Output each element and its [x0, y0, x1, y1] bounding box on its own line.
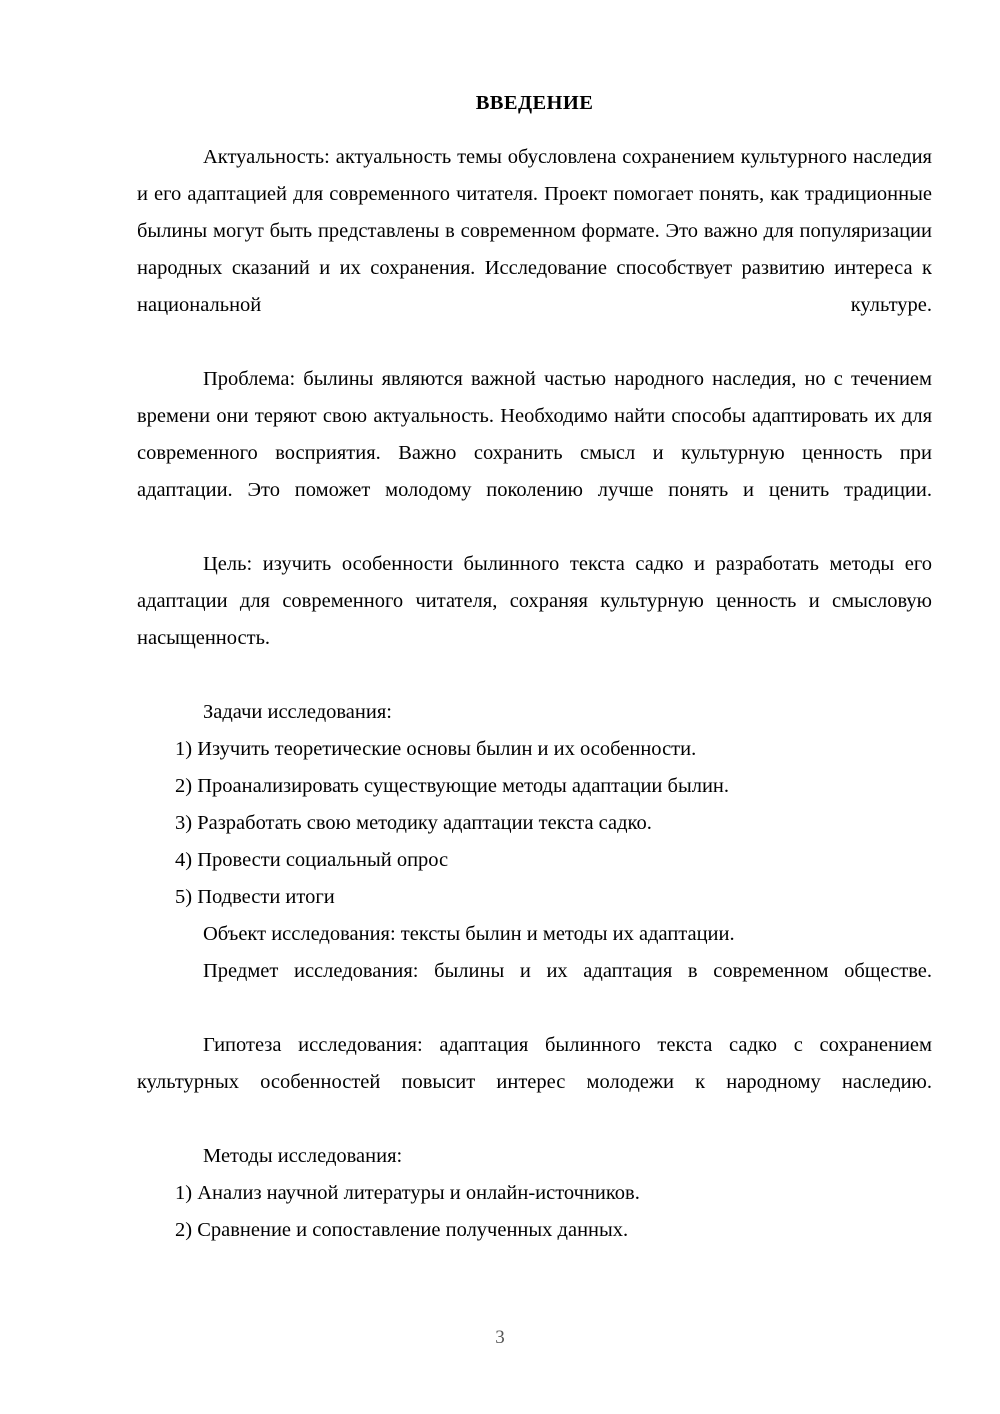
list-item: 3) Разработать свою методику адаптации текста садко. — [175, 811, 652, 834]
list-item: 1) Изучить теоретические основы былин и их особенности. — [175, 737, 697, 760]
paragraph-subject: Предмет исследования: былины и их адаптация в современном обществе. — [203, 959, 932, 982]
list-item: 4) Провести социальный опрос — [175, 848, 449, 871]
methods-list — [137, 1175, 932, 1249]
tasks-list — [137, 731, 932, 916]
paragraph-object: Объект исследования: тексты былин и методы их адаптации. — [203, 922, 735, 945]
list-item: 2) Проанализировать существующие методы адаптации былин. — [175, 774, 730, 797]
paragraph-goal: Цель: изучить особенности былинного текста садко и разработать методы его адаптации для современного читателя, сохраняя культурную ценность и смысловую насыщенность. — [137, 552, 932, 649]
tasks-heading: Задачи исследования: — [203, 700, 392, 723]
list-item: 2) Сравнение и сопоставление полученных данных. — [175, 1218, 629, 1241]
paragraph-problem: Проблема: былины являются важной частью народного наследия, но с течением времени они теряют свою актуальность. Необходимо найти способы адаптировать их для современного восприятия. Важно сохранить смысл и культурную ценность при адаптации. Это поможет молодому поколению лучше понять и ценить традиции. — [137, 367, 932, 501]
list-item: 5) Подвести итоги — [175, 885, 335, 908]
page-title: ВВЕДЕНИЕ — [475, 92, 594, 114]
document-body — [137, 88, 932, 1249]
paragraph-relevance: Актуальность: актуальность темы обусловлена сохранением культурного наследия и его адаптацией для современного читателя. Проект помогает понять, как традиционные былины могут быть представлены в современном формате. Это важно для популяризации народных сказаний и их сохранения. Исследование способствует развитию интереса к национальной культуре. — [137, 145, 932, 316]
list-item: 1) Анализ научной литературы и онлайн-источников. — [175, 1181, 640, 1204]
methods-heading: Методы исследования: — [203, 1144, 403, 1167]
paragraph-hypothesis: Гипотеза исследования: адаптация былинного текста садко с сохранением культурных особенностей повысит интерес молодежи к народному наследию. — [137, 1033, 932, 1093]
page-number: 3 — [495, 1327, 505, 1348]
